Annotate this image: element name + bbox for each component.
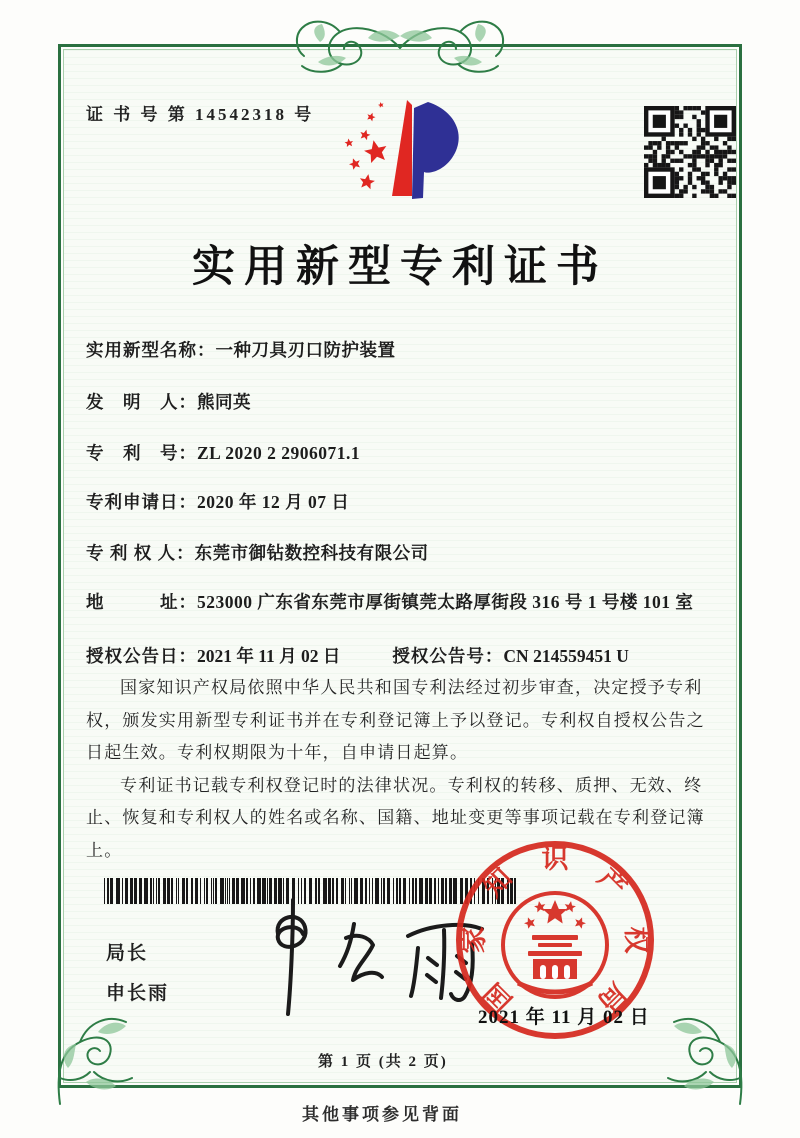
field-value: ZL 2020 2 2906071.1: [197, 443, 361, 463]
cnipa-logo-icon: [336, 90, 468, 214]
field-label: 专 利 权 人：: [86, 543, 195, 563]
svg-text:知: 知: [477, 862, 518, 903]
field-value: 523000 广东省东莞市厚街镇莞太路厚街段 316 号 1 号楼 101 室: [197, 592, 694, 612]
field-value: 2020 年 12 月 07 日: [197, 492, 350, 512]
page-number: 第 1 页 (共 2 页): [318, 1054, 448, 1070]
field-label: 发 明 人：: [86, 392, 197, 412]
grant-number-value: CN 214559451 U: [503, 646, 629, 666]
field-value: 熊同英: [197, 392, 251, 412]
grant-date-label: 授权公告日：: [86, 646, 197, 666]
legal-paragraph-1: 国家知识产权局依照中华人民共和国专利法经过初步审查，决定授予专利权，颁发实用新型专利证书并在专利登记簿上予以登记。专利权自授权公告之日起生效。专利权期限为十年，自申请日起算。: [86, 678, 705, 762]
logo-wedge-shape: [392, 100, 412, 196]
back-side-note: 其他事项参见背面: [302, 1105, 462, 1124]
certificate-title: 实用新型专利证书: [192, 244, 608, 291]
svg-text:家: 家: [459, 926, 489, 954]
qr-code: [644, 106, 736, 198]
director-name: 申长雨: [106, 983, 170, 1004]
svg-text:产: 产: [592, 862, 633, 903]
legal-paragraph-2: 专利证书记载专利权登记时的法律状况。专利权的转移、质押、无效、终止、恢复和专利权人的姓名或名称、国籍、地址变更等事项记载在专利登记簿上。: [86, 775, 705, 860]
field-utility-model-name: [86, 338, 714, 363]
field-label: 专利申请日：: [86, 492, 197, 512]
field-label: 实用新型名称：: [86, 340, 216, 360]
field-inventor: [86, 390, 714, 415]
field-label: 专 利 号：: [86, 443, 197, 463]
logo-stars: [344, 101, 389, 189]
field-value: 一种刀具刃口防护装置: [215, 340, 396, 360]
field-label: 地 址：: [86, 592, 197, 612]
field-value: 东莞市御钻数控科技有限公司: [194, 543, 429, 563]
logo-p-shape: [412, 102, 459, 199]
field-patent-number: [86, 441, 714, 466]
field-grant-row: [86, 644, 714, 669]
svg-text:权: 权: [621, 926, 651, 954]
certificate-number: 证 书 号 第 14542318 号: [86, 105, 315, 124]
grant-date-value: 2021 年 11 月 02 日: [197, 646, 341, 666]
svg-text:局: 局: [592, 977, 633, 1018]
seal-date: 2021 年 11 月 02 日: [478, 1007, 650, 1028]
field-address: [86, 590, 714, 615]
field-filing-date: [86, 490, 714, 515]
svg-text:国: 国: [477, 977, 518, 1018]
field-patentee: [86, 541, 714, 566]
grant-number-label: 授权公告号：: [392, 646, 504, 666]
director-title-label: 局长: [106, 943, 149, 964]
svg-text:识: 识: [541, 844, 569, 874]
